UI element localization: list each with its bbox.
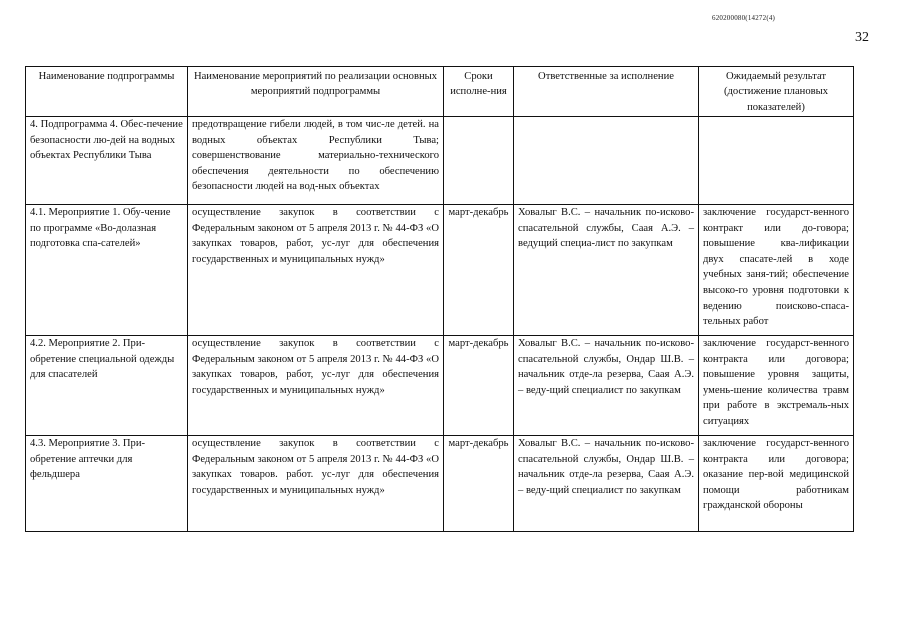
cell-result — [699, 117, 854, 205]
cell-responsible: Ховалыг В.С. – начальник по-исково-спасательной службы, Ондар Ш.В. – начальник отде-ла резерва, Саая А.Э. – веду-щий специалист по закупкам — [514, 336, 699, 436]
cell-subprogram-name: 4. Подпрограмма 4. Обес-печение безопасности лю-дей на водных объектах Республики Тыва — [26, 117, 188, 205]
table-row — [26, 436, 854, 532]
cell-result: заключение государст-венного контракта или договора; оказание пер-вой медицинской помощи работникам гражданской обороны — [699, 436, 854, 532]
column-header-term: Сроки исполне-ния — [444, 67, 514, 117]
table-row — [26, 205, 854, 336]
column-header-measures: Наименование мероприятий по реализации основных мероприятий подпрограммы — [188, 67, 444, 117]
document-code: 620200080(14272(4) — [712, 14, 776, 22]
page-number: 32 — [855, 30, 869, 45]
cell-measures: осуществление закупок в соответствии с Федеральным законом от 5 апреля 2013 г. № 44-ФЗ «О закупках товаров. работ. ус-луг для обеспечения государственных и муниципальных нужд» — [188, 436, 444, 532]
cell-measures: осуществление закупок в соответствии с Федеральным законом от 5 апреля 2013 г. № 44-ФЗ «О закупках товаров, работ, ус-луг для обеспечения государственных и муниципальных нужд» — [188, 205, 444, 336]
cell-responsible: Ховалыг В.С. – начальник по-исково-спасательной службы, Саая А.Э. – ведущий специа-лист по закупкам — [514, 205, 699, 336]
cell-term — [444, 117, 514, 205]
table-header-row — [26, 67, 854, 117]
cell-subprogram-name: 4.3. Мероприятие 3. При-обретение аптечки для фельдшера — [26, 436, 188, 532]
subprogram-measures-table — [25, 66, 854, 532]
table-row — [26, 336, 854, 436]
cell-result: заключение государст-венного контракт или до-говора; повышение ква-лификации двух спасате-лей в ходе учебных заня-тий; обеспечение высоко-го уровня подготовки к ведению поисково-спаса-тельных работ — [699, 205, 854, 336]
cell-subprogram-name: 4.2. Мероприятие 2. При-обретение специальной одежды для спасателей — [26, 336, 188, 436]
cell-responsible: Ховалыг В.С. – начальник по-исково-спасательной службы, Ондар Ш.В. – начальник отде-ла резерва, Саая А.Э. – веду-щий специалист по закупкам — [514, 436, 699, 532]
column-header-responsible: Ответственные за исполнение — [514, 67, 699, 117]
table-row — [26, 117, 854, 205]
cell-measures: предотвращение гибели людей, в том чис-ле детей. на водных объектах Республики Тыва; совершенствование материально-технического обеспечения деятельности по обеспечению безопасности людей на вод-ных объектах — [188, 117, 444, 205]
cell-measures: осуществление закупок в соответствии с Федеральным законом от 5 апреля 2013 г. № 44-ФЗ «О закупках товаров, работ, ус-луг для обеспечения государственных и муниципальных нужд» — [188, 336, 444, 436]
cell-subprogram-name: 4.1. Мероприятие 1. Обу-чение по программе «Во-долазная подготовка спа-сателей» — [26, 205, 188, 336]
cell-result: заключение государст-венного контракта или договора; повышение уровня защиты, умень-шение количества травм при работе в экстремаль-ных ситуациях — [699, 336, 854, 436]
column-header-subprogram: Наименование подпрограммы — [26, 67, 188, 117]
cell-term: март-декабрь — [444, 436, 514, 532]
cell-term: март-декабрь — [444, 205, 514, 336]
cell-responsible — [514, 117, 699, 205]
cell-term: март-декабрь — [444, 336, 514, 436]
column-header-result: Ожидаемый результат (достижение плановых показателей) — [699, 67, 854, 117]
